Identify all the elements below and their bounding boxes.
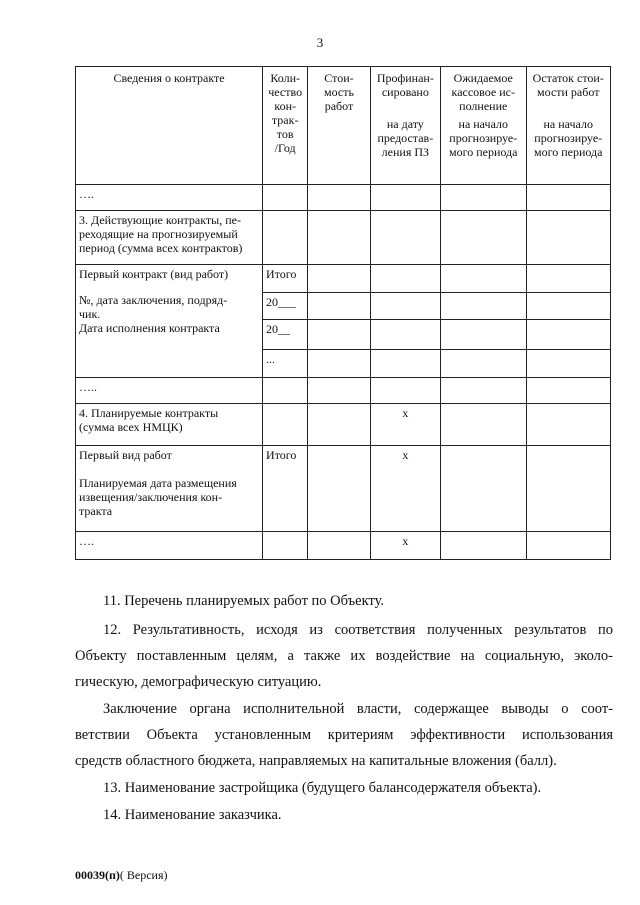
work-cell bbox=[76, 446, 263, 532]
row-dots: …. bbox=[76, 532, 263, 560]
x-mark: x bbox=[370, 446, 440, 532]
row-dots: …. bbox=[76, 185, 263, 211]
footer-code: 00039(п) bbox=[75, 868, 120, 882]
contract-detail: №, дата заключения, подряд- чик. Дата исполнения контракта bbox=[79, 293, 228, 335]
paragraph-13: 13. Наименование застройщика (будущего балансодержателя объекта). bbox=[103, 780, 542, 796]
footer bbox=[75, 868, 168, 883]
header-expected-bottom: на начало прогнозируе- мого периода bbox=[449, 117, 518, 159]
contract-cell bbox=[76, 265, 263, 378]
table-header-row bbox=[76, 67, 611, 185]
header-count-year: Коли- чество кон- трак- тов /Год bbox=[263, 67, 308, 185]
x-mark: x bbox=[370, 532, 440, 560]
header-financed-bottom: на дату предостав- ления ПЗ bbox=[377, 117, 434, 159]
page-number: 3 bbox=[316, 35, 324, 50]
header-financed bbox=[370, 67, 440, 185]
work-title: Первый вид работ bbox=[79, 448, 172, 462]
header-cost: Стои- мость работ bbox=[308, 67, 370, 185]
header-remaining bbox=[526, 67, 611, 185]
small-dots-cell: ... bbox=[263, 350, 308, 378]
year-cell: 20___ bbox=[263, 293, 308, 320]
table-row bbox=[76, 446, 611, 532]
conclusion-line3: средств областного бюджета, направляемых на капитальные вложения (балл). bbox=[75, 753, 557, 769]
paragraph-12-line2: Объекту поставленным целям, а также их воздействие на социальную, эколо- bbox=[75, 648, 613, 664]
section-3-label: 3. Действующие контракты, пе- реходящие на прогнозируемый период (сумма всех контрактов) bbox=[76, 211, 263, 265]
header-contract-info: Сведения о контракте bbox=[76, 67, 263, 185]
year-cell: 20__ bbox=[263, 320, 308, 350]
x-mark: x bbox=[370, 404, 440, 446]
header-financed-top: Профинан- сировано bbox=[376, 71, 434, 99]
table-row bbox=[76, 185, 611, 211]
header-remaining-top: Остаток стои- мости работ bbox=[532, 71, 604, 99]
paragraph-14: 14. Наименование заказчика. bbox=[103, 807, 282, 823]
table-row bbox=[76, 378, 611, 404]
table-row bbox=[76, 211, 611, 265]
paragraph-11: 11. Перечень планируемых работ по Объекту. bbox=[103, 593, 385, 609]
contract-title: Первый контракт (вид работ) bbox=[79, 267, 229, 281]
header-remaining-bottom: на начало прогнозируе- мого периода bbox=[534, 117, 603, 159]
work-detail: Планируемая дата размещения извещения/заключения кон- тракта bbox=[79, 476, 237, 518]
conclusion-line2: ветствии Объекта установленным критериям эффективности использования bbox=[75, 727, 613, 743]
footer-version: ( Версия) bbox=[119, 868, 168, 882]
row-dots: ….. bbox=[76, 378, 263, 404]
contract-table bbox=[75, 66, 611, 560]
header-expected-top: Ожидаемое кассовое ис- полнение bbox=[451, 71, 515, 113]
table-row bbox=[76, 404, 611, 446]
paragraph-12-line3: гическую, демографическую ситуацию. bbox=[75, 674, 322, 690]
table-row bbox=[76, 265, 611, 293]
paragraph-12-line1: 12. Результативность, исходя из соответствия полученных результатов по bbox=[103, 622, 613, 638]
table-row bbox=[76, 532, 611, 560]
header-expected bbox=[441, 67, 526, 185]
itogo-label: Итого bbox=[263, 265, 308, 293]
section-4-label: 4. Планируемые контракты (сумма всех НМЦК) bbox=[76, 404, 263, 446]
itogo-label: Итого bbox=[263, 446, 308, 532]
conclusion-line1: Заключение органа исполнительной власти, содержащее выводы о соот- bbox=[103, 701, 613, 717]
